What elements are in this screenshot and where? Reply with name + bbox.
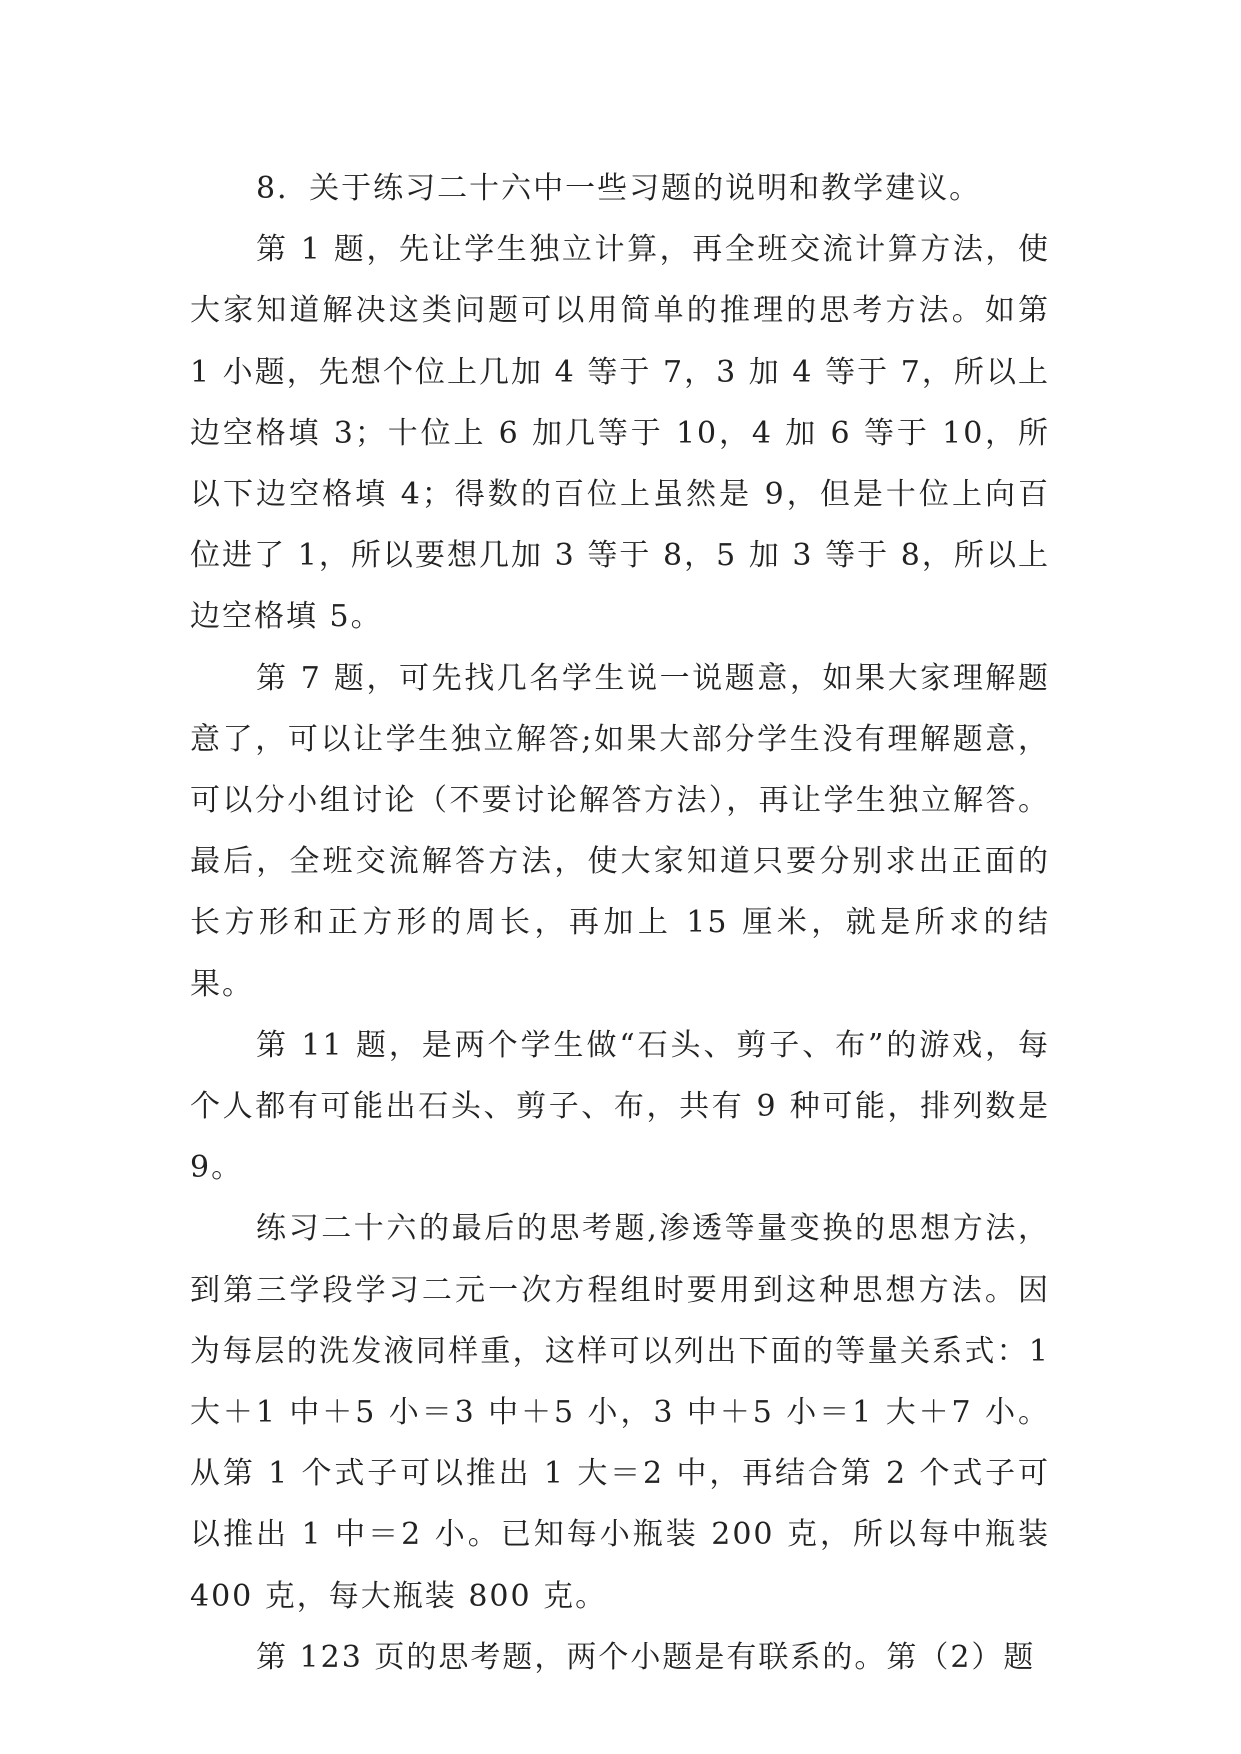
- document-body: [190, 158, 1050, 1688]
- paragraph-thinking-question: 练习二十六的最后的思考题,渗透等量变换的思想方法，到第三学段学习二元一次方程组时要用到这种思想方法。因为每层的洗发液同样重，这样可以列出下面的等量关系式：1 大＋1 中＋5 小＝3 中＋5 小，3 中＋5 小＝1 大＋7 小。从第 1 个式子可以推出 1 大＝2 中，再结合第 2 个式子可以推出 1 中＝2 小。已知每小瓶装 200 克，所以每中瓶装 400 克，每大瓶装 800 克。: [190, 1211, 1050, 1614]
- paragraph-page-123: 第 123 页的思考题，两个小题是有联系的。第（2）题: [256, 1639, 1036, 1675]
- paragraph-heading: 8．关于练习二十六中一些习题的说明和教学建议。: [256, 171, 982, 206]
- paragraph-exercise-7: 第 7 题，可先找几名学生说一说题意，如果大家理解题意了，可以让学生独立解答;如果大部分学生没有理解题意，可以分小组讨论（不要讨论解答方法），再让学生独立解答。最后，全班交流解答方法，使大家知道只要分别求出正面的长方形和正方形的周长，再加上 15 厘米，就是所求的结果。: [190, 660, 1050, 1002]
- paragraph-exercise-1: 第 1 题，先让学生独立计算，再全班交流计算方法，使大家知道解决这类问题可以用简单的推理的思考方法。如第 1 小题，先想个位上几加 4 等于 7，3 加 4 等于 7，所以上边空格填 3；十位上 6 加几等于 10，4 加 6 等于 10，所以下边空格填 4；得数的百位上虽然是 9，但是十位上向百位进了 1，所以要想几加 3 等于 8，5 加 3 等于 8，所以上边空格填 5。: [190, 232, 1050, 635]
- paragraph-exercise-11: 第 11 题，是两个学生做“石头、剪子、布”的游戏，每个人都有可能出石头、剪子、布，共有 9 种可能，排列数是 9。: [190, 1027, 1050, 1186]
